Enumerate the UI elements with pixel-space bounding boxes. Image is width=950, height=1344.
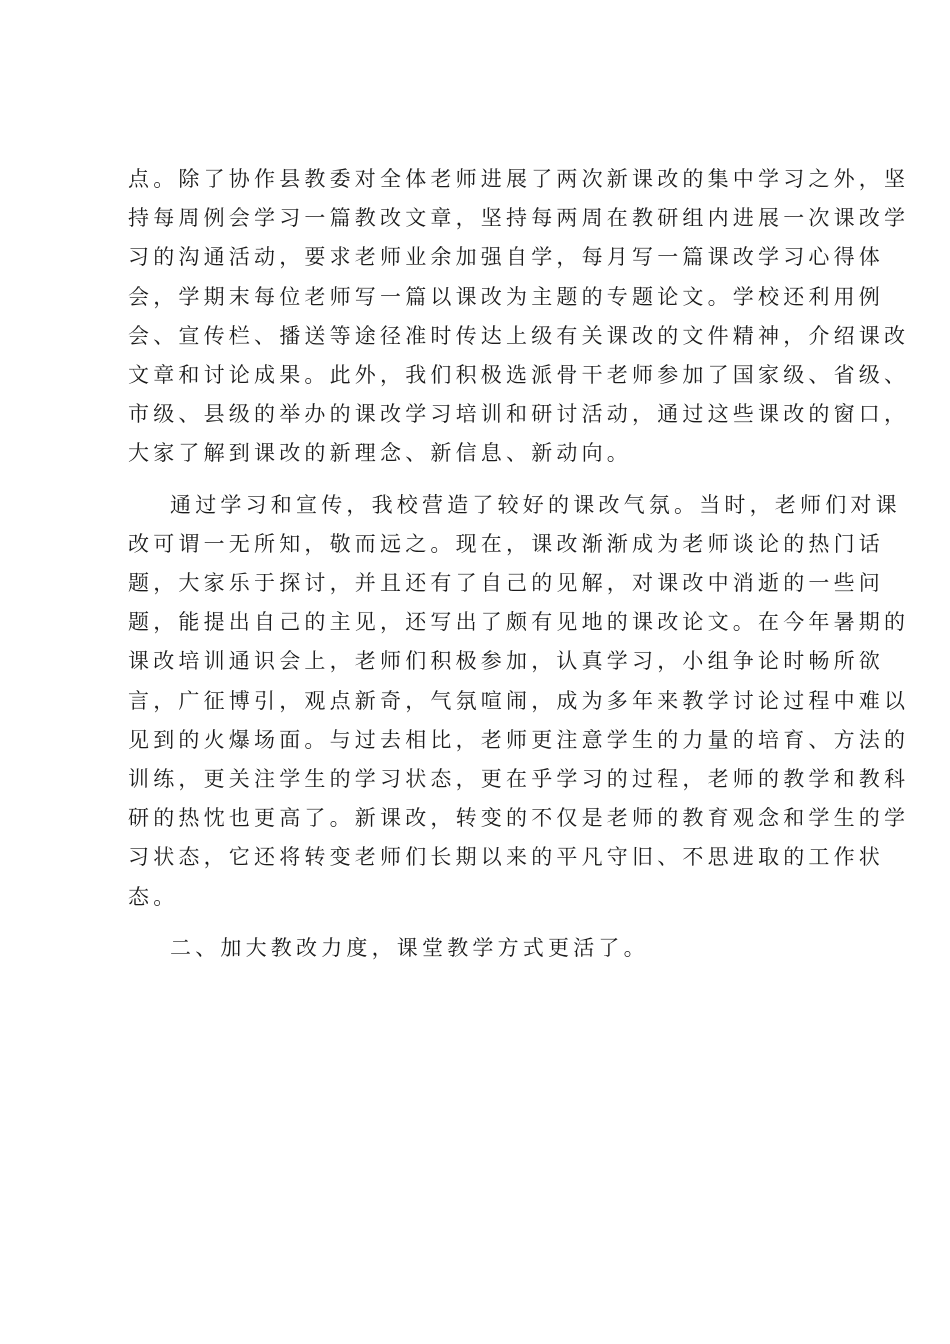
section-heading [128,929,828,968]
paragraph-1 [128,160,910,474]
text-line: 持每周例会学习一篇教改文章，坚持每两周在教研组内进展一次课改学 [128,206,910,231]
text-line: 市级、县级的举办的课改学习培训和研讨活动，通过这些课改的窗口， [128,402,910,427]
text-line: 会、宣传栏、播送等途径准时传达上级有关课改的文件精神，介绍课改 [128,323,910,348]
paragraph-gap [128,474,828,486]
text-line: 题，能提出自己的主见，还写出了颇有见地的课改论文。在今年暑期的 [128,610,910,635]
section-heading-text: 二、加大教改力度，课堂教学方式更活了。 [170,935,649,960]
document-body [128,160,910,968]
text-line: 课改培训通识会上，老师们积极参加，认真学习，小组争论时畅所欲 [128,649,884,674]
text-line: 研的热忱也更高了。新课改，转变的不仅是老师的教育观念和学生的学 [128,806,910,831]
paragraph-2 [128,486,910,917]
text-line: 大家了解到课改的新理念、新信息、新动向。 [128,441,632,466]
text-line: 言，广征博引，观点新奇，气氛喧闹，成为多年来教学讨论过程中难以 [128,688,910,713]
text-line: 训练，更关注学生的学习状态，更在乎学习的过程，老师的教学和教科 [128,767,910,792]
paragraph-gap [128,917,828,929]
text-line: 会，学期末每位老师写一篇以课改为主题的专题论文。学校还利用例 [128,284,884,309]
text-line: 改可谓一无所知，敬而远之。现在，课改渐渐成为老师谈论的热门话 [128,531,884,556]
text-line: 习状态，它还将转变老师们长期以来的平凡守旧、不思进取的工作状 [128,845,884,870]
text-line: 通过学习和宣传，我校营造了较好的课改气氛。当时，老师们对课 [170,492,901,517]
text-line: 习的沟通活动，要求老师业余加强自学，每月写一篇课改学习心得体 [128,245,884,270]
text-line: 见到的火爆场面。与过去相比，老师更注意学生的力量的培育、方法的 [128,727,910,752]
text-line: 态。 [128,884,179,909]
text-line: 点。除了协作县教委对全体老师进展了两次新课改的集中学习之外，坚 [128,167,910,191]
text-line: 文章和讨论成果。此外，我们积极选派骨干老师参加了国家级、省级、 [128,363,910,388]
text-line: 题，大家乐于探讨，并且还有了自己的见解，对课改中消逝的一些问 [128,571,884,596]
